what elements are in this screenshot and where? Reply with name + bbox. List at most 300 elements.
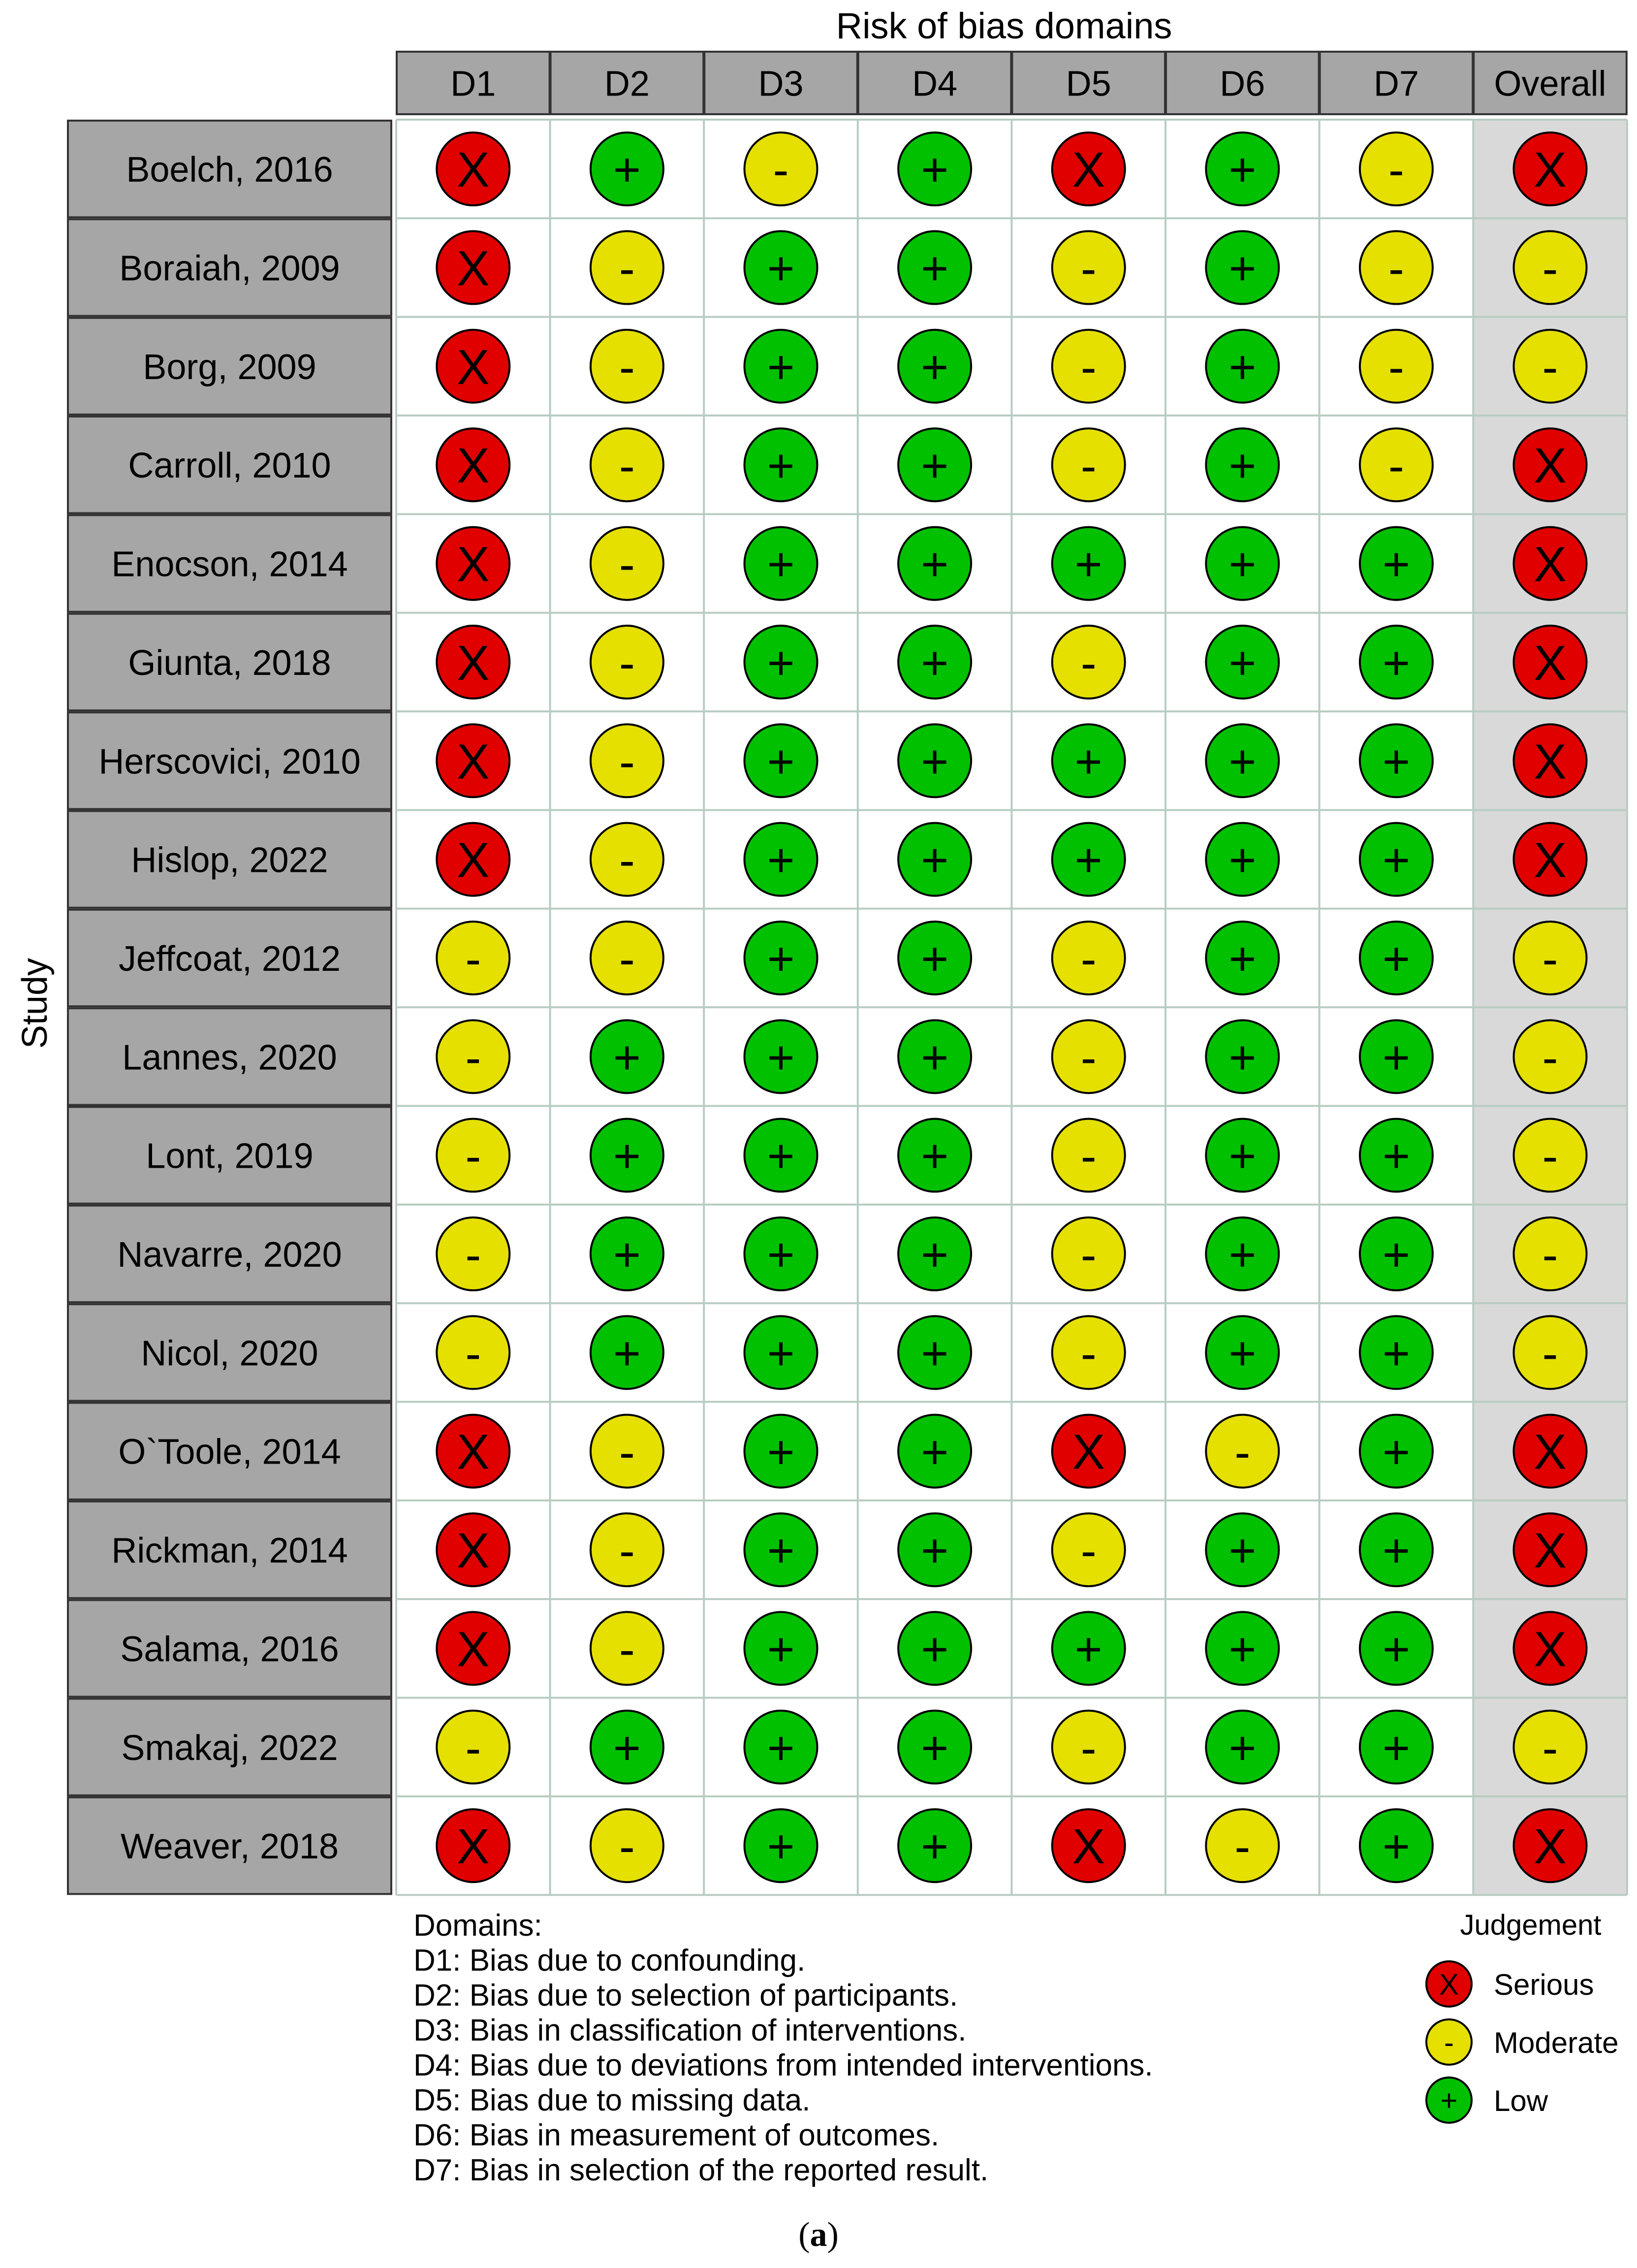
judgement-cell bbox=[898, 724, 971, 797]
judgement-cell bbox=[437, 1711, 509, 1784]
judgement-cell bbox=[898, 1020, 971, 1093]
judgement-symbol: + bbox=[767, 439, 795, 492]
study-label: Lont, 2019 bbox=[146, 1136, 314, 1176]
judgement-cell bbox=[1052, 132, 1125, 205]
judgement-cell bbox=[437, 724, 509, 797]
domains-description bbox=[413, 1909, 1153, 2187]
domain-description: D6: Bias in measurement of outcomes. bbox=[413, 2118, 940, 2152]
judgement-symbol: + bbox=[1228, 834, 1257, 887]
judgement-symbol: + bbox=[1440, 2084, 1458, 2117]
judgement-symbol: - bbox=[1080, 439, 1097, 492]
judgement-cell bbox=[1206, 1119, 1279, 1192]
judgement-cell bbox=[1052, 527, 1125, 600]
judgement-cell bbox=[1360, 527, 1433, 600]
judgement-symbol: + bbox=[1382, 1130, 1410, 1183]
judgement-cell bbox=[1514, 1711, 1587, 1784]
judgement-symbol: + bbox=[613, 1228, 641, 1281]
judgement-cell bbox=[591, 724, 663, 797]
study-label: Weaver, 2018 bbox=[121, 1827, 339, 1867]
judgement-symbol: + bbox=[1382, 1031, 1410, 1084]
judgement-cell bbox=[1360, 428, 1433, 501]
judgement-symbol: - bbox=[1542, 341, 1558, 394]
judgement-symbol: - bbox=[1080, 637, 1097, 690]
judgement-cell bbox=[437, 527, 509, 600]
y-axis-label: Study bbox=[15, 958, 55, 1049]
judgement-symbol: - bbox=[1080, 341, 1097, 394]
judgement-symbol: X bbox=[1534, 635, 1567, 691]
judgement-symbol: X bbox=[456, 142, 490, 198]
judgement-cell bbox=[1052, 626, 1125, 699]
domain-header-label: D5 bbox=[1066, 64, 1111, 104]
judgement-cell bbox=[898, 1415, 971, 1488]
judgement-symbol: + bbox=[613, 1327, 641, 1380]
judgement-cell bbox=[591, 823, 663, 896]
judgement-symbol: + bbox=[767, 341, 795, 394]
judgement-symbol: - bbox=[1542, 932, 1558, 986]
judgement-symbol: + bbox=[767, 1327, 795, 1380]
judgement-cell bbox=[1206, 1612, 1279, 1685]
judgement-symbol: - bbox=[619, 538, 635, 591]
judgement-symbol: - bbox=[619, 735, 635, 788]
judgement-symbol: - bbox=[1080, 932, 1097, 986]
judgement-symbol: - bbox=[465, 1130, 481, 1183]
judgement-cell bbox=[745, 330, 818, 403]
judgement-cell bbox=[745, 231, 818, 304]
judgement-symbol: - bbox=[465, 932, 481, 986]
judgement-cell bbox=[898, 1119, 971, 1192]
judgement-cell bbox=[437, 922, 509, 994]
judgement-symbol: - bbox=[465, 1327, 481, 1380]
judgement-symbol: X bbox=[456, 1622, 490, 1677]
judgement-symbol: + bbox=[1074, 834, 1102, 887]
judgement-cell bbox=[1206, 231, 1279, 304]
judgement-cell bbox=[1514, 823, 1587, 896]
judgement-cell bbox=[1514, 1316, 1587, 1389]
judgement-symbol: - bbox=[1388, 439, 1404, 492]
judgement-cell bbox=[1360, 1513, 1433, 1586]
judgement-cell bbox=[437, 1119, 509, 1192]
judgement-symbol: X bbox=[456, 1424, 490, 1480]
judgement-symbol: X bbox=[456, 339, 490, 395]
judgement-cell bbox=[1360, 1415, 1433, 1488]
judgement-cell bbox=[1514, 1217, 1587, 1290]
judgement-symbol: X bbox=[456, 832, 490, 888]
judgement-symbol: + bbox=[1228, 538, 1257, 591]
judgement-symbol: + bbox=[921, 1228, 949, 1281]
judgement-symbol: + bbox=[1228, 637, 1257, 690]
judgement-symbol: + bbox=[1382, 1327, 1410, 1380]
judgement-cell bbox=[437, 1316, 509, 1389]
study-label: Enocson, 2014 bbox=[111, 544, 348, 584]
judgement-cell bbox=[745, 1809, 818, 1882]
judgement-symbol: + bbox=[1382, 1623, 1410, 1676]
judgement-cell bbox=[1052, 922, 1125, 994]
judgement-cell bbox=[1360, 724, 1433, 797]
judgement-cell bbox=[1052, 724, 1125, 797]
judgement-cell bbox=[745, 724, 818, 797]
judgement-symbol: + bbox=[767, 1524, 795, 1577]
judgement-symbol: + bbox=[767, 242, 795, 295]
judgement-cell bbox=[437, 1513, 509, 1586]
study-label: O`Toole, 2014 bbox=[118, 1432, 341, 1472]
judgement-cell bbox=[898, 527, 971, 600]
judgement-symbol: + bbox=[767, 1820, 795, 1873]
judgement-cell bbox=[1514, 428, 1587, 501]
judgement-symbol: + bbox=[921, 834, 949, 887]
judgement-cell bbox=[1206, 922, 1279, 994]
judgement-symbol: - bbox=[1080, 1130, 1097, 1183]
judgement-symbol: X bbox=[456, 635, 490, 691]
judgement-cell bbox=[1206, 1316, 1279, 1389]
judgement-cell bbox=[1206, 1809, 1279, 1882]
judgement-cell bbox=[745, 132, 818, 205]
study-label: Borg, 2009 bbox=[143, 347, 316, 387]
judgement-symbol: - bbox=[619, 242, 635, 295]
study-label: Hislop, 2022 bbox=[131, 840, 328, 880]
domain-description: D3: Bias in classification of interventions. bbox=[413, 2013, 967, 2047]
judgement-cell bbox=[1514, 1415, 1587, 1488]
judgement-cell bbox=[1360, 1711, 1433, 1784]
study-label: Rickman, 2014 bbox=[111, 1531, 348, 1571]
domain-header-label: Overall bbox=[1494, 64, 1606, 104]
judgement-cell bbox=[591, 1513, 663, 1586]
domains-title: Domains: bbox=[413, 1909, 542, 1943]
study-label: Smakaj, 2022 bbox=[121, 1728, 338, 1768]
judgement-symbol: X bbox=[1534, 1819, 1567, 1875]
judgement-cell bbox=[1206, 527, 1279, 600]
domain-header-label: D2 bbox=[604, 64, 650, 104]
judgement-cell bbox=[745, 428, 818, 501]
judgement-symbol: + bbox=[921, 538, 949, 591]
judgement-symbol: + bbox=[1382, 637, 1410, 690]
judgement-cell bbox=[437, 132, 509, 205]
judgement-symbol: + bbox=[767, 735, 795, 788]
judgement-symbol: X bbox=[1534, 438, 1567, 494]
judgement-symbol: - bbox=[1542, 1327, 1558, 1380]
judgement-cell bbox=[1052, 330, 1125, 403]
judgement-cell bbox=[1514, 1513, 1587, 1586]
judgement-symbol: X bbox=[456, 734, 490, 790]
judgement-symbol: + bbox=[1228, 735, 1257, 788]
judgement-cell bbox=[898, 330, 971, 403]
judgement-symbol: + bbox=[613, 1130, 641, 1183]
study-label: Carroll, 2010 bbox=[128, 446, 331, 486]
legend-label: Low bbox=[1494, 2084, 1548, 2117]
judgement-cell bbox=[1206, 1711, 1279, 1784]
judgement-symbol: + bbox=[1074, 1623, 1102, 1676]
judgement-symbol: - bbox=[1542, 1031, 1558, 1084]
judgement-symbol: + bbox=[1382, 735, 1410, 788]
judgement-cell bbox=[1206, 428, 1279, 501]
legend-label: Moderate bbox=[1494, 2026, 1619, 2059]
judgement-cell bbox=[591, 1415, 663, 1488]
judgement-cell bbox=[898, 1316, 971, 1389]
judgement-cell bbox=[1514, 231, 1587, 304]
judgement-cell bbox=[1514, 132, 1587, 205]
judgement-symbol: + bbox=[767, 834, 795, 887]
judgement-cell bbox=[437, 330, 509, 403]
domain-header-label: D6 bbox=[1220, 64, 1265, 104]
judgement-cell bbox=[898, 132, 971, 205]
judgement-cell bbox=[1360, 1612, 1433, 1685]
judgement-cell bbox=[1052, 1415, 1125, 1488]
judgement-cell bbox=[437, 626, 509, 699]
judgement-symbol: + bbox=[921, 1623, 949, 1676]
legend-item bbox=[1426, 2019, 1618, 2065]
judgement-cell bbox=[745, 1513, 818, 1586]
study-label: Navarre, 2020 bbox=[117, 1235, 342, 1275]
judgement-cell bbox=[1052, 1119, 1125, 1192]
judgement-cell bbox=[591, 1316, 663, 1389]
judgement-cell bbox=[1206, 823, 1279, 896]
judgement-cell bbox=[437, 1020, 509, 1093]
judgement-cell bbox=[591, 626, 663, 699]
judgement-symbol: + bbox=[1074, 735, 1102, 788]
judgement-cell bbox=[591, 231, 663, 304]
judgement-symbol: - bbox=[619, 341, 635, 394]
domain-header-label: D3 bbox=[758, 64, 804, 104]
judgement-symbol: + bbox=[767, 1722, 795, 1775]
domain-headers bbox=[397, 52, 1627, 114]
judgement-cells bbox=[396, 120, 1627, 1895]
judgement-symbol: - bbox=[1388, 242, 1404, 295]
judgement-cell bbox=[1052, 823, 1125, 896]
judgement-cell bbox=[1206, 330, 1279, 403]
judgement-cell bbox=[591, 527, 663, 600]
legend-item bbox=[1426, 2077, 1548, 2123]
judgement-symbol: + bbox=[1228, 341, 1257, 394]
judgement-symbol: - bbox=[1542, 1722, 1558, 1775]
judgement-symbol: + bbox=[1228, 242, 1257, 295]
judgement-symbol: X bbox=[1534, 734, 1567, 790]
judgement-symbol: + bbox=[1382, 538, 1410, 591]
judgement-symbol: X bbox=[1534, 1523, 1567, 1579]
judgement-symbol: X bbox=[1534, 537, 1567, 592]
judgement-cell bbox=[1206, 1020, 1279, 1093]
legend-label: Serious bbox=[1494, 1968, 1594, 2001]
judgement-symbol: + bbox=[921, 1722, 949, 1775]
judgement-symbol: + bbox=[921, 1130, 949, 1183]
judgement-cell bbox=[591, 1612, 663, 1685]
judgement-symbol: - bbox=[1234, 1426, 1251, 1479]
judgement-symbol: - bbox=[619, 439, 635, 492]
judgement-symbol: X bbox=[1534, 832, 1567, 888]
judgement-cell bbox=[898, 231, 971, 304]
judgement-symbol: X bbox=[456, 1523, 490, 1579]
judgement-cell bbox=[591, 132, 663, 205]
judgement-symbol: - bbox=[773, 143, 789, 196]
judgement-symbol: + bbox=[613, 1722, 641, 1775]
judgement-cell bbox=[1360, 330, 1433, 403]
judgement-symbol: + bbox=[767, 1228, 795, 1281]
judgement-cell bbox=[591, 1119, 663, 1192]
legend-title: Judgement bbox=[1460, 1909, 1602, 1941]
judgement-symbol: + bbox=[921, 341, 949, 394]
judgement-cell bbox=[1206, 132, 1279, 205]
judgement-symbol: - bbox=[619, 1524, 635, 1577]
judgement-symbol: - bbox=[465, 1722, 481, 1775]
judgement-cell bbox=[437, 823, 509, 896]
judgement-cell bbox=[1514, 1020, 1587, 1093]
judgement-cell bbox=[1206, 1513, 1279, 1586]
judgement-symbol: + bbox=[1382, 1524, 1410, 1577]
judgement-cell bbox=[898, 428, 971, 501]
judgement-symbol: + bbox=[767, 932, 795, 986]
judgement-symbol: X bbox=[456, 1819, 490, 1875]
judgement-cell bbox=[1360, 132, 1433, 205]
judgement-symbol: + bbox=[921, 1327, 949, 1380]
judgement-cell bbox=[745, 527, 818, 600]
judgement-cell bbox=[1360, 1217, 1433, 1290]
judgement-cell bbox=[437, 428, 509, 501]
judgement-cell bbox=[1052, 1809, 1125, 1882]
domain-header-label: D1 bbox=[450, 64, 496, 104]
judgement-cell bbox=[1360, 231, 1433, 304]
judgement-symbol: + bbox=[613, 143, 641, 196]
judgement-symbol: - bbox=[1542, 1228, 1558, 1281]
judgement-symbol: X bbox=[1534, 1622, 1567, 1677]
judgement-cell bbox=[898, 1711, 971, 1784]
domain-description: D5: Bias due to missing data. bbox=[413, 2083, 811, 2117]
judgement-symbol: X bbox=[1439, 1968, 1459, 2001]
judgement-symbol: + bbox=[767, 1031, 795, 1084]
judgement-cell bbox=[1514, 724, 1587, 797]
judgement-cell bbox=[1514, 527, 1587, 600]
judgement-symbol: + bbox=[921, 439, 949, 492]
judgement-symbol: + bbox=[921, 735, 949, 788]
judgement-symbol: - bbox=[465, 1228, 481, 1281]
study-label: Herscovici, 2010 bbox=[98, 742, 361, 782]
judgement-symbol: X bbox=[1072, 142, 1105, 198]
judgement-symbol: - bbox=[1080, 242, 1097, 295]
judgement-symbol: X bbox=[456, 537, 490, 592]
judgement-symbol: + bbox=[1382, 1228, 1410, 1281]
judgement-cell bbox=[745, 626, 818, 699]
domain-header-label: D7 bbox=[1373, 64, 1419, 104]
judgement-symbol: + bbox=[921, 242, 949, 295]
study-label: Giunta, 2018 bbox=[128, 643, 331, 683]
judgement-symbol: + bbox=[767, 1426, 795, 1479]
domain-header-label: D4 bbox=[912, 64, 958, 104]
judgement-cell bbox=[1206, 724, 1279, 797]
judgement-cell bbox=[1052, 1020, 1125, 1093]
judgement-symbol: X bbox=[1534, 1424, 1567, 1480]
study-label: Boraiah, 2009 bbox=[119, 249, 340, 288]
judgement-symbol: + bbox=[767, 637, 795, 690]
judgement-cell bbox=[591, 1711, 663, 1784]
judgement-cell bbox=[1360, 626, 1433, 699]
judgement-symbol: X bbox=[456, 241, 490, 296]
judgement-cell bbox=[745, 1119, 818, 1192]
judgement-symbol: - bbox=[1080, 1031, 1097, 1084]
judgement-symbol: + bbox=[921, 1426, 949, 1479]
judgement-cell bbox=[745, 1612, 818, 1685]
judgement-cell bbox=[1052, 1711, 1125, 1784]
judgement-cell bbox=[1360, 1809, 1433, 1882]
judgement-symbol: - bbox=[619, 1623, 635, 1676]
judgement-symbol: + bbox=[1382, 1722, 1410, 1775]
judgement-symbol: - bbox=[619, 932, 635, 986]
judgement-symbol: + bbox=[1228, 1524, 1257, 1577]
judgement-symbol: + bbox=[767, 538, 795, 591]
judgement-symbol: - bbox=[619, 1426, 635, 1479]
judgement-symbol: + bbox=[1228, 1130, 1257, 1183]
judgement-cell bbox=[591, 1809, 663, 1882]
judgement-symbol: + bbox=[1228, 1228, 1257, 1281]
judgement-symbol: - bbox=[1080, 1722, 1097, 1775]
judgement-symbol: + bbox=[1228, 1722, 1257, 1775]
judgement-cell bbox=[745, 1020, 818, 1093]
judgement-cell bbox=[898, 1809, 971, 1882]
judgement-symbol: X bbox=[1072, 1424, 1105, 1480]
domain-description: D4: Bias due to deviations from intended interventions. bbox=[413, 2048, 1153, 2082]
judgement-symbol: - bbox=[1080, 1327, 1097, 1380]
study-label: Salama, 2016 bbox=[120, 1629, 339, 1669]
judgement-symbol: + bbox=[921, 143, 949, 196]
judgement-cell bbox=[1514, 626, 1587, 699]
judgement-symbol: + bbox=[1382, 932, 1410, 986]
judgement-symbol: + bbox=[1228, 143, 1257, 196]
judgement-cell bbox=[1052, 1316, 1125, 1389]
judgement-cell bbox=[1360, 1316, 1433, 1389]
figure-caption: (a) bbox=[798, 2216, 839, 2254]
judgement-cell bbox=[1514, 1809, 1587, 1882]
study-label: Jeffcoat, 2012 bbox=[118, 939, 341, 979]
judgement-symbol: + bbox=[767, 1130, 795, 1183]
domain-description: D2: Bias due to selection of participants. bbox=[413, 1979, 958, 2012]
judgement-symbol: - bbox=[1542, 1130, 1558, 1183]
judgement-cell bbox=[1206, 1217, 1279, 1290]
judgement-symbol: + bbox=[1228, 1623, 1257, 1676]
judgement-symbol: + bbox=[1228, 1327, 1257, 1380]
judgement-symbol: - bbox=[619, 637, 635, 690]
judgement-cell bbox=[898, 1513, 971, 1586]
judgement-symbol: + bbox=[921, 932, 949, 986]
judgement-cell bbox=[437, 1415, 509, 1488]
domain-description: D7: Bias in selection of the reported result. bbox=[413, 2153, 989, 2187]
study-label: Lannes, 2020 bbox=[122, 1038, 337, 1078]
judgement-cell bbox=[591, 1020, 663, 1093]
judgement-cell bbox=[437, 231, 509, 304]
judgement-symbol: + bbox=[921, 1524, 949, 1577]
judgement-symbol: + bbox=[1382, 834, 1410, 887]
judgement-symbol: - bbox=[1444, 2026, 1454, 2059]
judgement-cell bbox=[898, 1612, 971, 1685]
judgement-symbol: - bbox=[1080, 1524, 1097, 1577]
judgement-cell bbox=[1514, 1612, 1587, 1685]
judgement-symbol: + bbox=[1228, 1031, 1257, 1084]
judgement-cell bbox=[1052, 231, 1125, 304]
judgement-symbol: X bbox=[1072, 1819, 1105, 1875]
judgement-cell bbox=[437, 1612, 509, 1685]
chart-title: Risk of bias domains bbox=[836, 5, 1172, 46]
judgement-symbol: - bbox=[1542, 242, 1558, 295]
judgement-symbol: - bbox=[1388, 143, 1404, 196]
judgement-cell bbox=[437, 1217, 509, 1290]
judgement-cell bbox=[1206, 626, 1279, 699]
judgement-cell bbox=[745, 1316, 818, 1389]
judgement-cell bbox=[745, 1217, 818, 1290]
judgement-cell bbox=[745, 823, 818, 896]
judgement-symbol: X bbox=[1534, 142, 1567, 198]
judgement-cell bbox=[1514, 922, 1587, 994]
judgement-symbol: + bbox=[921, 1820, 949, 1873]
judgement-symbol: + bbox=[921, 637, 949, 690]
judgement-symbol: + bbox=[921, 1031, 949, 1084]
judgement-cell bbox=[1360, 823, 1433, 896]
judgement-symbol: + bbox=[1382, 1820, 1410, 1873]
judgement-symbol: - bbox=[619, 834, 635, 887]
